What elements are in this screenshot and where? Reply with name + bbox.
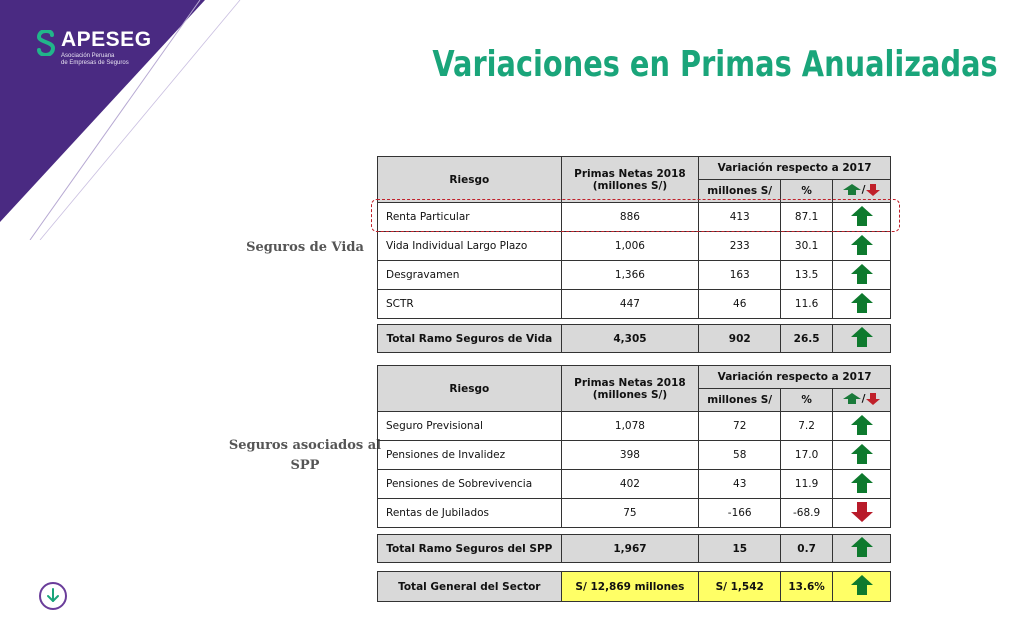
- arrow-up-icon: [851, 473, 873, 493]
- arrow-up-icon: [851, 235, 873, 255]
- header-legend: /: [833, 180, 891, 203]
- arrow-up-icon: [851, 264, 873, 284]
- arrow-up-icon: [843, 184, 861, 195]
- arrow-up-icon: [851, 415, 873, 435]
- header-riesgo: Riesgo: [378, 366, 562, 412]
- arrow-down-icon: [866, 393, 880, 405]
- apeseg-logo-mark-icon: [36, 30, 56, 56]
- table-row: Renta Particular 886 413 87.1: [378, 203, 891, 232]
- section-label-vida: Seguros de Vida: [246, 240, 364, 255]
- table-row: Pensiones de Invalidez 398 58 17.0: [378, 441, 891, 470]
- header-variacion: Variación respecto a 2017: [699, 157, 891, 180]
- header-primas: Primas Netas 2018 (millones S/): [561, 366, 699, 412]
- header-millones: millones S/: [699, 180, 781, 203]
- arrow-up-icon: [843, 393, 861, 404]
- arrow-down-icon: [866, 184, 880, 196]
- arrow-up-icon: [851, 537, 873, 557]
- page-title: Variaciones en Primas Anualizadas: [432, 44, 998, 85]
- table-row: Vida Individual Largo Plazo 1,006 233 30.1: [378, 232, 891, 261]
- header-pct: %: [781, 180, 833, 203]
- spp-table: [377, 365, 891, 528]
- logo-tagline: Asociación Peruana de Empresas de Seguros: [61, 53, 129, 66]
- header-riesgo: Riesgo: [378, 157, 562, 203]
- vida-total-table: [377, 324, 891, 353]
- table-row: Rentas de Jubilados 75 -166 -68.9: [378, 499, 891, 528]
- section-label-spp: Seguros asociados al SPP: [228, 438, 382, 473]
- arrow-up-icon: [851, 575, 873, 595]
- header-variacion: Variación respecto a 2017: [699, 366, 891, 389]
- table-row: Desgravamen 1,366 163 13.5: [378, 261, 891, 290]
- header-primas: Primas Netas 2018 (millones S/): [561, 157, 699, 203]
- header-pct: %: [781, 389, 833, 412]
- total-row: Total Ramo Seguros de Vida 4,305 902 26.5: [378, 325, 891, 353]
- vida-table: [377, 156, 891, 319]
- table-row: Pensiones de Sobrevivencia 402 43 11.9: [378, 470, 891, 499]
- header-legend: /: [833, 389, 891, 412]
- download-circle-icon[interactable]: [38, 581, 68, 611]
- highlight-box: [371, 199, 900, 232]
- header-millones: millones S/: [699, 389, 781, 412]
- logo-text: APESEG: [61, 28, 152, 51]
- spp-total-table: [377, 534, 891, 563]
- table-row: SCTR 447 46 11.6: [378, 290, 891, 319]
- grand-total-table: [377, 571, 891, 602]
- arrow-up-icon: [851, 444, 873, 464]
- total-row: Total Ramo Seguros del SPP 1,967 15 0.7: [378, 535, 891, 563]
- arrow-up-icon: [851, 293, 873, 313]
- grand-total-row: Total General del Sector S/ 12,869 millones S/ 1,542 13.6%: [378, 572, 891, 602]
- arrow-up-icon: [851, 327, 873, 347]
- arrow-down-icon: [851, 502, 873, 522]
- table-row: Seguro Previsional 1,078 72 7.2: [378, 412, 891, 441]
